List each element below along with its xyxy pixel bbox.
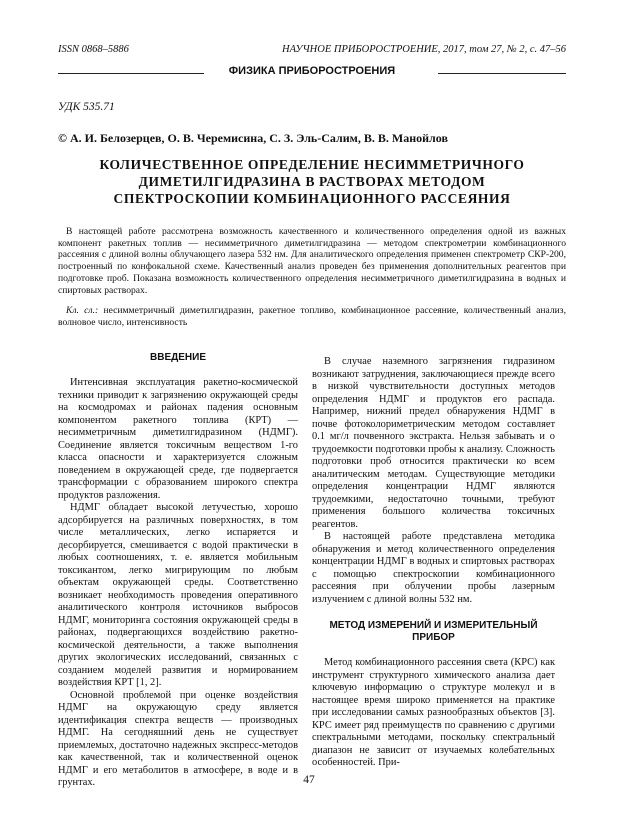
article-title xyxy=(58,156,566,207)
paragraph: Интенсивная эксплуатация ракетно-космической техники приводит к загрязнению окружающей среды на космодромах и районах падения основным компонентом ракетного топлива (КРТ) — несимметричным диметилгидразином (НДМГ). Соединение является токсичным веществом 1-го класса опасности и характеризуется сложным поведением в окружающей среде, где подвергается трансформации с образованием широкого спектра продуктов разложения. xyxy=(58,377,298,501)
title-line: СПЕКТРОСКОПИИ КОМБИНАЦИОННОГО РАССЕЯНИЯ xyxy=(113,191,511,206)
section-banner xyxy=(58,64,566,82)
left-column xyxy=(58,352,298,790)
keywords xyxy=(58,305,566,328)
section-rule-right xyxy=(438,73,566,74)
keywords-label: Кл. сл.: xyxy=(66,305,99,316)
paragraph: Основной проблемой при оценке воздействия НДМГ на окружающую среду является идентификация спектра веществ — производных НДМГ. На сегодняшний день не существует приемлемых, достаточно надежных экспресс-методов как качественной, так и количественной оценок НДМГ и его метаболитов в атмосфере, в воде и в грунтах. xyxy=(58,689,298,788)
paragraph: В настоящей работе представлена методика обнаружения и метод количественного определения концентрации НДМГ в водных и спиртовых растворах с помощью спектроскопии комбинационного рассеяния при облучении пробы лазерным излучением с длиной волны 532 нм. xyxy=(312,531,555,605)
running-header xyxy=(58,44,566,58)
keywords-text: несимметричный диметилгидразин, ракетное топливо, комбинационное рассеяние, количественный анализ, волновое число, интенсивность xyxy=(58,305,566,328)
issn: ISSN 0868–5886 xyxy=(58,44,129,55)
authors: © А. И. Белозерцев, О. В. Черемисина, С. З. Эль-Салим, В. В. Манойлов xyxy=(58,131,448,145)
paragraph: В случае наземного загрязнения гидразином возникают затруднения, заключающиеся прежде всего в низкой чувствительности доступных методов определения НДМГ и продуктов его распада. Например, нижний предел обнаружения НДМГ в почве фотоколориметрическим методом составляет 0.1 мг/л почвенного экстракта. Нельзя забывать и о трудоемкости подготовки пробы к анализу. Сложность подготовки проб относится практически ко всем аналитическим методам. Существующие методики определения концентрации НДМГ являются трудоемкими, недостаточно точными, требуют применения большого количества токсичных реагентов. xyxy=(312,356,555,530)
title-line: ДИМЕТИЛГИДРАЗИНА В РАСТВОРАХ МЕТОДОМ xyxy=(138,174,486,189)
journal-citation: НАУЧНОЕ ПРИБОРОСТРОЕНИЕ, 2017, том 27, № 2, с. 47–56 xyxy=(282,44,566,55)
paragraph: НДМГ обладает высокой летучестью, хорошо адсорбируется на различных поверхностях, в том числе металлических, легко испаряется и десорбируется, смешивается с водой практически в любых соотношениях, т. е. является мобильным токсикантом, легко мигрирующим по любым объектам окружающей среды. Соответственно возникает необходимость проведения оперативного аналитического контроля источников выбросов НДМГ, мониторинга состояния окружающей среды в районах, подвергающихся воздействию ракетно-космической деятельности, а также выполнения других экологических исследований, связанных с созданием моделей развития и нормированием воздействия КРТ [1, 2]. xyxy=(58,502,298,688)
paragraph: Метод комбинационного рассеяния света (КРС) как инструмент структурного химического анализа дает ключевую информацию о структуре молекул и в настоящее время широко применяется на практике при исследовании самых разнообразных объектов [3]. КРС имеет ряд преимуществ по сравнению с другими спектральными методами, поскольку спектральный диапазон не зависит от изучаемых колебательных особенностей. При- xyxy=(312,657,555,768)
title-line: КОЛИЧЕСТВЕННОЕ ОПРЕДЕЛЕНИЕ НЕСИММЕТРИЧНОГО xyxy=(99,157,525,172)
heading-introduction: ВВЕДЕНИЕ xyxy=(150,352,206,363)
right-column xyxy=(312,352,555,770)
page-number: 47 xyxy=(303,774,315,786)
abstract xyxy=(58,226,566,296)
heading-method: МЕТОД ИЗМЕРЕНИЙ И ИЗМЕРИТЕЛЬНЫЙ ПРИБОР xyxy=(329,620,538,643)
section-title: ФИЗИКА ПРИБОРОСТРОЕНИЯ xyxy=(228,65,396,77)
abstract-text: В настоящей работе рассмотрена возможность качественного и количественного определения одной из важных компонент ракетных топлив — несимметричного диметилгидразина — методом спектрометрии комбинационного рассеяния с длиной волны облучающего лазера 532 нм. Для аналитического определения применен спектрометр СКР-200, построенный по конфокальной схеме. Качественный анализ проведен без применения дополнительных реагентов при подготовке проб. Показана возможность количественного определения несимметричного диметилгидразина в водных и спиртовых растворах. xyxy=(58,226,566,296)
udk-code: УДК 535.71 xyxy=(58,101,115,113)
